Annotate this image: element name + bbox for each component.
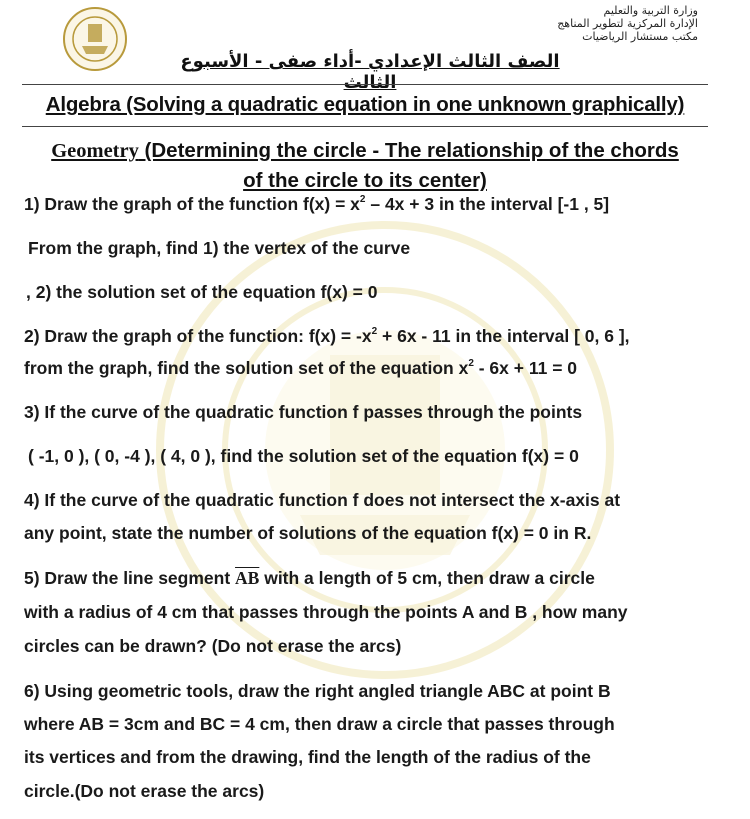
question-1-line-1 [24,194,609,215]
ministry-line: مكتب مستشار الرياضيات [582,30,698,43]
ministry-logo [62,6,128,72]
question-4-line-2: any point, state the number of solutions of the equation f(x) = 0 in R. [24,523,592,543]
geometry-heading-rest: (Determining the circle - The relationship of the chords [138,139,679,162]
exponent: 2 [359,194,366,205]
q1-text-a: 1) Draw the graph of the function f(x) = x [24,194,360,214]
exponent: 2 [371,326,378,337]
ministry-line: الإدارة المركزية لتطوير المناهج [557,17,698,30]
q1-text-b: – 4x + 3 in the interval [-1 , 5] [365,194,610,214]
question-3-line-2: ( -1, 0 ), ( 0, -4 ), ( 4, 0 ), find the solution set of the equation f(x) = 0 [28,446,579,466]
question-1-line-3: , 2) the solution set of the equation f(x) = 0 [26,282,378,302]
segment-ab: $\overline{AB}$ [235,568,260,588]
question-4-line-1: 4) If the curve of the quadratic function f does not intersect the x-axis at [24,490,621,510]
question-2-line-1 [24,326,630,347]
question-5-line-3: circles can be drawn? (Do not erase the arcs) [24,636,402,656]
question-6-line-4: circle.(Do not erase the arcs) [24,781,265,801]
question-6-line-2: where AB = 3cm and BC = 4 cm, then draw a circle that passes through [24,714,615,734]
divider [22,84,708,85]
exponent: 2 [468,358,474,369]
divider [22,126,708,127]
q2-text-d: - 6x + 11 = 0 [473,358,578,378]
question-5-line-2: with a radius of 4 cm that passes through the points A and B , how many [24,602,628,622]
geometry-heading-word: Geometry [51,140,139,162]
geometry-heading-line2: of the circle to its center) [243,169,487,192]
q2-text-b: + 6x - 11 in the interval [ 0, 6 ], [377,326,630,346]
question-2-line-2 [24,358,577,379]
algebra-heading: Algebra (Solving a quadratic equation in one unknown graphically) [45,93,685,116]
question-1-line-2: From the graph, find 1) the vertex of the curve [28,238,411,258]
arabic-title: الصف الثالث الإعدادي -أداء صفى - الأسبوع الثالث [180,51,560,93]
q2-text-a: 2) Draw the graph of the function: f(x) = -x [24,326,372,346]
question-6-line-1: 6) Using geometric tools, draw the right angled triangle ABC at point B [24,681,611,701]
ministry-line: وزارة التربية والتعليم [603,4,698,17]
question-5-line-1 [24,568,595,589]
geometry-heading [22,136,708,196]
question-3-line-1: 3) If the curve of the quadratic function f passes through the points [24,402,583,422]
ministry-header [557,4,698,43]
q5-text-a: 5) Draw the line segment [24,568,236,588]
q5-text-b: with a length of 5 cm, then draw a circle [259,568,595,588]
question-6-line-3: its vertices and from the drawing, find the length of the radius of the [24,747,591,767]
q2-text-c: from the graph, find the solution set of the equation x [24,358,469,378]
